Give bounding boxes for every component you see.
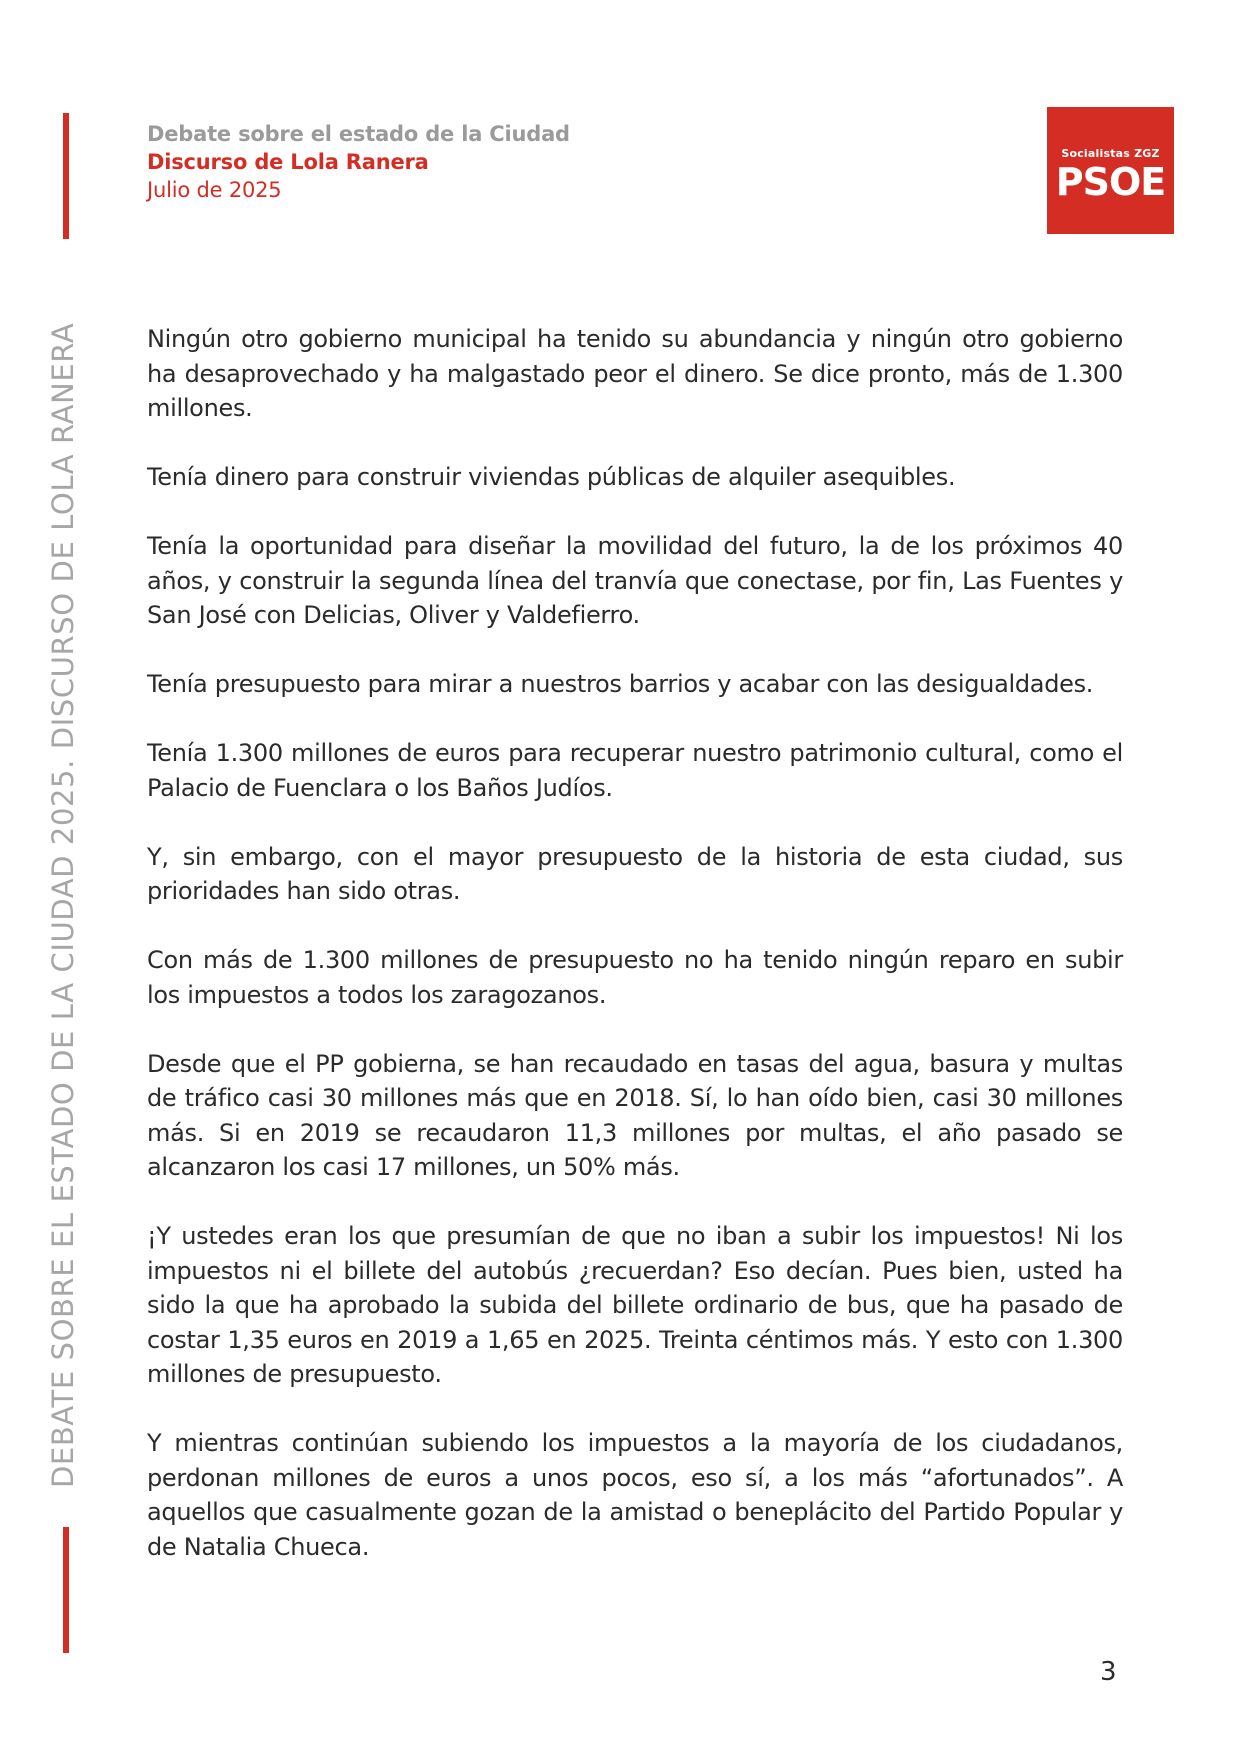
paragraph: Y, sin embargo, con el mayor presupuesto de la historia de esta ciudad, sus prioridades han sido otras. [147,842,1123,905]
paragraph: Tenía dinero para construir viviendas públicas de alquiler asequibles. [147,463,956,491]
sidebar-accent-bar-top [63,113,69,239]
paragraph: Tenía presupuesto para mirar a nuestros barrios y acabar con las desigualdades. [147,670,1094,698]
header-date: Julio de 2025 [147,178,282,202]
paragraph: Con más de 1.300 millones de presupuesto no ha tenido ningún reparo en subir los impuestos a todos los zaragozanos. [147,946,1123,1009]
paragraph: Desde que el PP gobierna, se han recaudado en tasas del agua, basura y multas de tráfico casi 30 millones más que en 2018. Sí, lo han oído bien, casi 30 millones más. Si en 2019 se recaudaron 11,3 millones por multas, el año pasado se alcanzaron los casi 17 millones, un 50% más. [147,1049,1123,1181]
sidebar-vertical-title: DEBATE SOBRE EL ESTADO DE LA CIUDAD 2025. DISCURSO DE LOLA RANERA [46,322,80,1488]
sidebar-accent-bar-bottom [63,1527,69,1653]
paragraph: ¡Y ustedes eran los que presumían de que no iban a subir los impuestos! Ni los impuestos ni el billete del autobús ¿recuerdan? Eso decían. Pues bien, usted ha sido la que ha aprobado la subida del billete ordinario de bus, que ha pasado de costar 1,35 euros en 2019 a 1,65 en 2025. Treinta céntimos más. Y esto con 1.300 millones de presupuesto. [147,1222,1123,1388]
psoe-logo [1047,107,1174,234]
paragraph: Ningún otro gobierno municipal ha tenido su abundancia y ningún otro gobierno ha desaprovechado y ha malgastado peor el dinero. Se dice pronto, más de 1.300 millones. [147,325,1123,422]
logo-big-text: PSOE [1055,160,1166,204]
page-number: 3 [1100,1657,1117,1687]
document-header [147,120,570,204]
speech-body [147,322,1123,1599]
logo-small-text: Socialistas ZGZ [1061,147,1160,160]
header-title: Debate sobre el estado de la Ciudad [147,122,570,146]
paragraph: Tenía la oportunidad para diseñar la movilidad del futuro, la de los próximos 40 años, y construir la segunda línea del tranvía que conectase, por fin, Las Fuentes y San José con Delicias, Oliver y Valdefierro. [147,532,1123,629]
header-subtitle: Discurso de Lola Ranera [147,150,429,174]
paragraph: Y mientras continúan subiendo los impuestos a la mayoría de los ciudadanos, perdonan millones de euros a unos pocos, eso sí, a los más “afortunados”. A aquellos que casualmente gozan de la amistad o beneplácito del Partido Popular y de Natalia Chueca. [147,1429,1123,1561]
paragraph: Tenía 1.300 millones de euros para recuperar nuestro patrimonio cultural, como el Palacio de Fuenclara o los Baños Judíos. [147,739,1123,802]
